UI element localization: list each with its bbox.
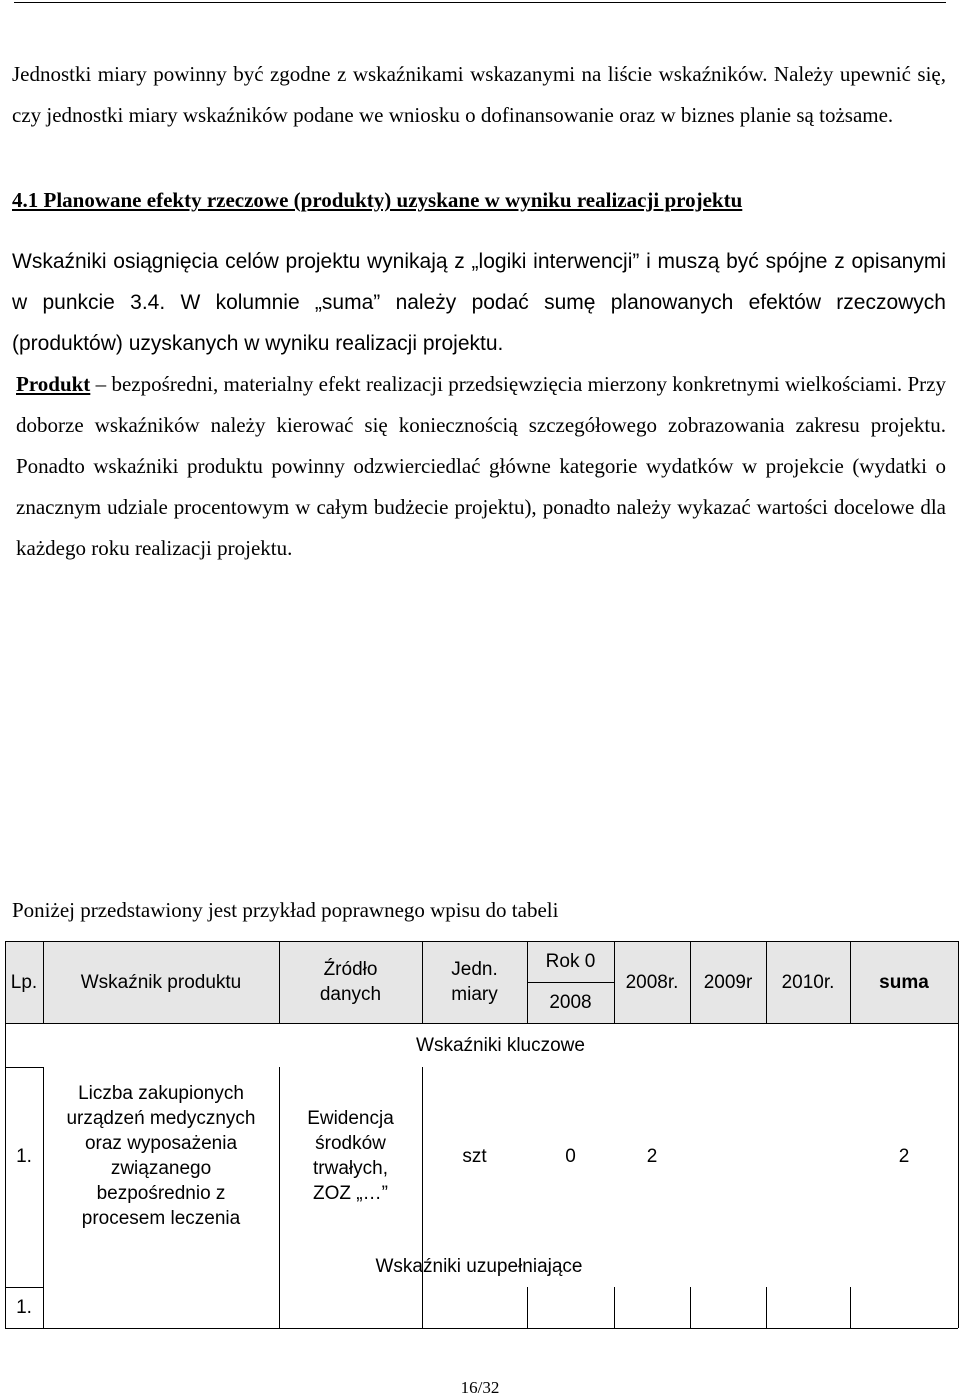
header-lp: Lp. [10, 971, 38, 993]
header-2010: 2010r. [781, 971, 835, 993]
row2-col-line-7 [766, 1287, 767, 1328]
paragraph-product [16, 364, 946, 569]
row1-unit: szt [462, 1145, 487, 1167]
row2-col-line-4 [527, 1287, 528, 1328]
row1-lp: 1. [16, 1145, 32, 1167]
top-rule [14, 2, 946, 3]
row1-2010 [766, 1067, 850, 1245]
row1-indicator: Liczba zakupionych urządzeń medycznych oraz wyposażenia związanego bezpośrednio z procesem leczenia [66, 1083, 256, 1229]
section-heading: 4.1 Planowane efekty rzeczowe (produkty) uzyskane w wyniku realizacji projektu [12, 188, 743, 212]
row2-col-line-5 [614, 1287, 615, 1328]
header-indicator: Wskaźnik produktu [80, 971, 242, 993]
section-key-indicators: Wskaźniki kluczowe [416, 1034, 585, 1056]
header-2009: 2009r [703, 971, 753, 993]
product-definition: – bezpośredni, materialny efekt realizacji przedsięwzięcia mierzony konkretnymi wielkościami. Przy doborze wskaźników należy kierować się koniecznością szczegółowego zobrazowania zakresu projektu. Ponadto wskaźniki produktu powinny odzwierciedlać główne kategorie wydatków w projekcie (wydatki o znacznym udziale procentowym w całym budżecie projektu), ponadto należy wykazać wartości docelowe dla każdego roku realizacji projektu. [16, 372, 946, 560]
header-sum: suma [879, 971, 929, 993]
row1-sum: 2 [898, 1145, 910, 1167]
row1-2008: 2 [646, 1145, 658, 1167]
section-supplementary-indicators: Wskaźniki uzupełniające [375, 1255, 583, 1277]
paragraph-units-text: Jednostki miary powinny być zgodne z wskaźnikami wskazanymi na liście wskaźników. Należy upewnić się, czy jednostki miary wskaźników podane we wniosku o dofinansowanie oraz w biznes planie są tożsame. [12, 62, 946, 127]
header-unit: Jedn. miary [451, 959, 498, 1005]
row2-col-line-8 [850, 1287, 851, 1328]
header-rok0-year: 2008 [549, 992, 592, 1013]
table-intro: Poniżej przedstawiony jest przykład poprawnego wpisu do tabeli [12, 898, 559, 922]
header-source: Źródło danych [319, 959, 382, 1005]
header-2008: 2008r. [625, 971, 679, 993]
paragraph-units [12, 54, 946, 136]
paragraph-indicators [12, 241, 946, 364]
header-rok0: Rok 0 [545, 951, 596, 972]
table-border-right [958, 941, 959, 1328]
row2-lp: 1. [16, 1297, 32, 1318]
row1-rok0: 0 [565, 1145, 576, 1167]
table-border-bottom [5, 1328, 958, 1329]
row2-col-line-6 [690, 1287, 691, 1328]
page-number: 16/32 [460, 1378, 500, 1397]
row1-2009 [690, 1067, 766, 1245]
product-term: Produkt [16, 372, 91, 396]
row1-source: Ewidencja środków trwałych, ZOZ „…” [307, 1108, 394, 1204]
paragraph-indicators-text: Wskaźniki osiągnięcia celów projektu wynikają z „logiki interwencji” i muszą być spójne z opisanymi w punkcie 3.4. W kolumnie „suma” należy podać sumę planowanych efektów rzeczowych (produktów) uzyskanych w wyniku realizacji projektu. [12, 250, 946, 355]
